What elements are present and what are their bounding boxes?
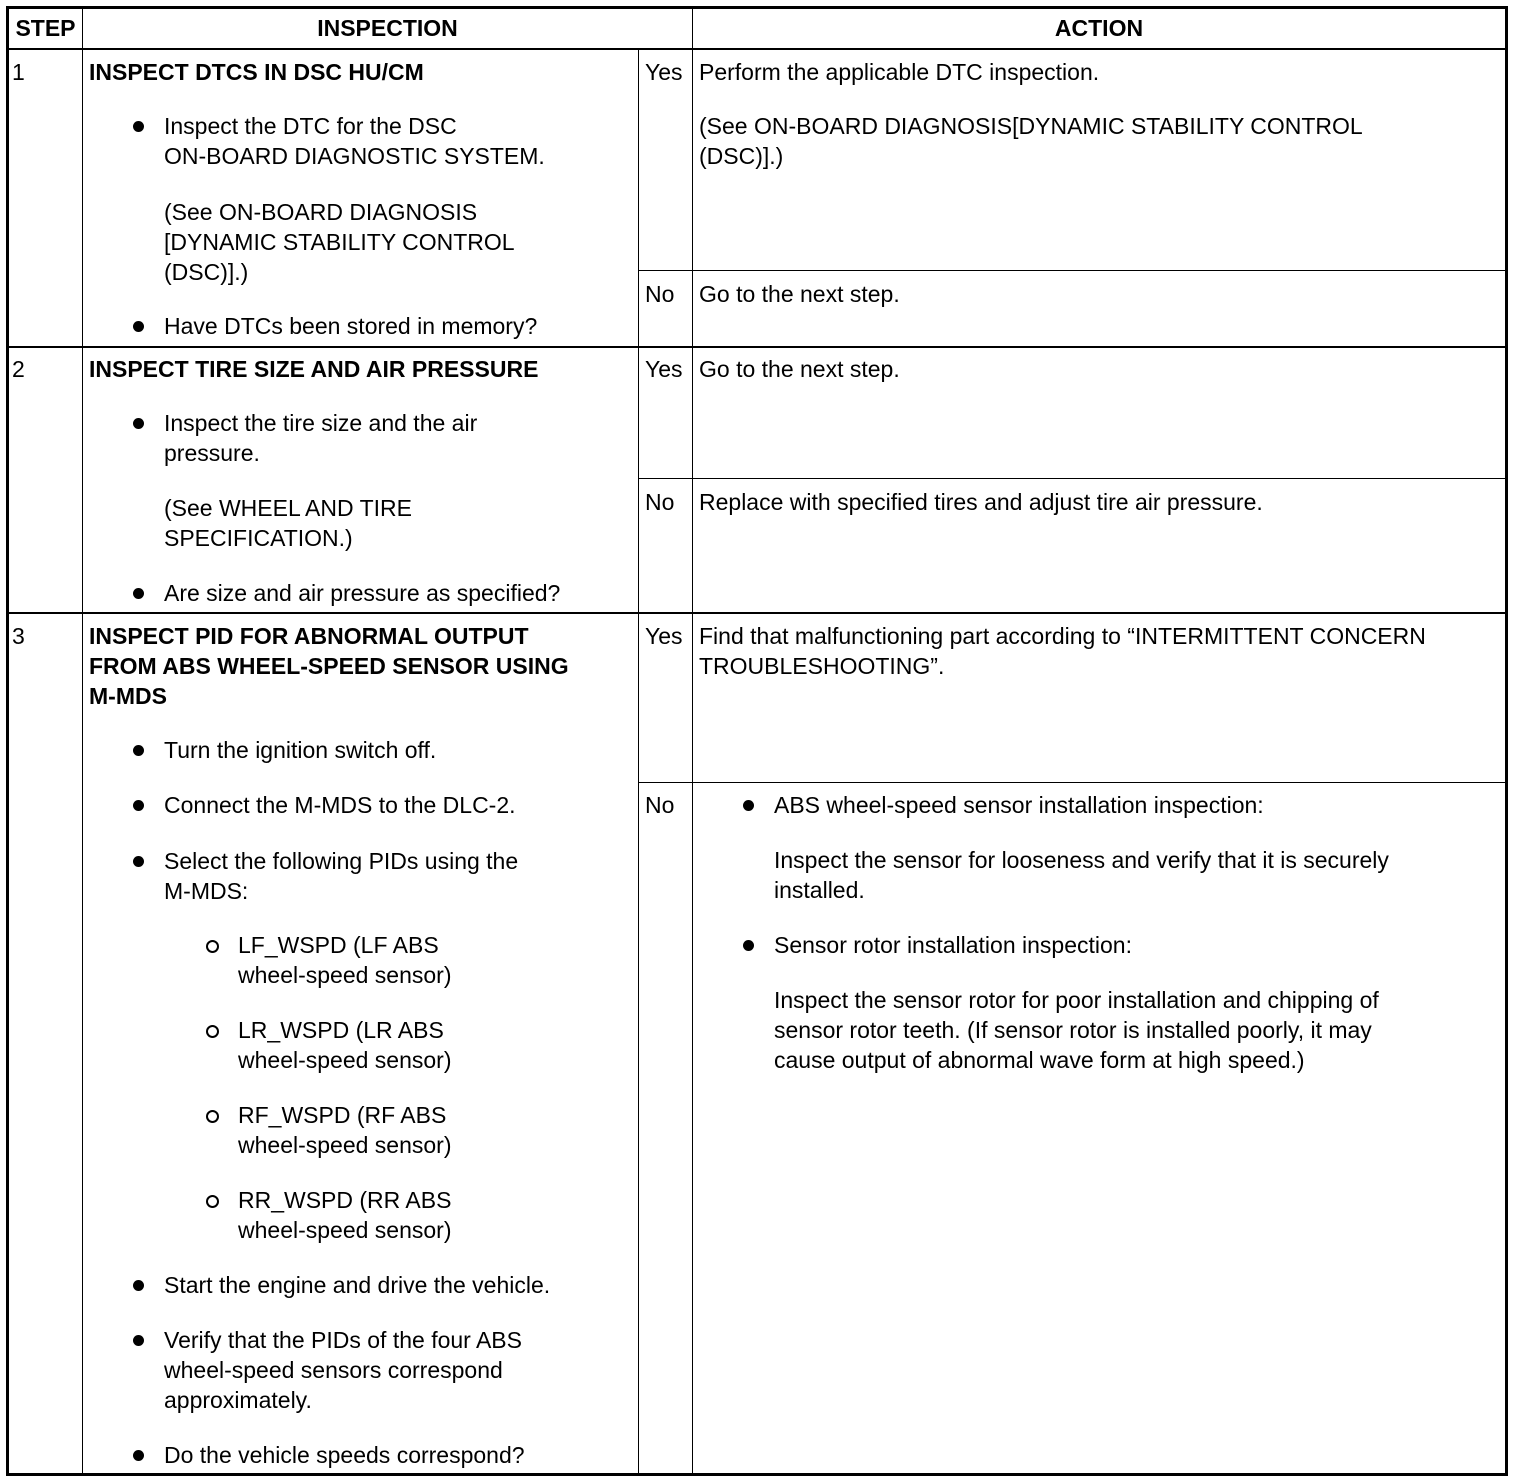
step3-title-line1: INSPECT PID FOR ABNORMAL OUTPUT [89,623,529,649]
step1-yes-no-divider [638,270,1508,271]
header-action: ACTION [1054,15,1144,41]
col-divider-action [692,6,693,1476]
sub-bullet-icon [206,940,219,953]
step3-title-line2: FROM ABS WHEEL-SPEED SENSOR USING [89,653,569,679]
header-row-divider [6,48,1508,50]
step1-bullet1-line2: ON-BOARD DIAGNOSTIC SYSTEM. [164,143,545,169]
step3-no-item2-detail-line2: sensor rotor teeth. (If sensor rotor is installed poorly, it may [774,1017,1372,1043]
step3-no-item1-heading: ABS wheel-speed sensor installation inspection: [774,792,1264,818]
sub-bullet-icon [206,1110,219,1123]
step2-yes-no-divider [638,478,1508,479]
sub-bullet-icon [206,1025,219,1038]
step3-bullet-ignition: Turn the ignition switch off. [164,737,437,763]
step2-title: INSPECT TIRE SIZE AND AIR PRESSURE [89,356,539,382]
bullet-icon [133,800,144,811]
bullet-icon [743,940,754,951]
bullet-icon [133,1335,144,1346]
step3-bullet-verify-line2: wheel-speed sensors correspond [164,1357,503,1383]
step3-yes-action-line1: Find that malfunctioning part according to “INTERMITTENT CONCERN [699,623,1426,649]
pid-rr-line1: RR_WSPD (RR ABS [238,1187,452,1213]
step2-no-action: Replace with specified tires and adjust tire air pressure. [699,489,1263,515]
header-inspection: INSPECTION [317,15,458,41]
step3-no-item2-detail-line3: cause output of abnormal wave form at high speed.) [774,1047,1305,1073]
step1-yes-action: Perform the applicable DTC inspection. [699,59,1100,85]
step3-no-item2-detail-line1: Inspect the sensor rotor for poor installation and chipping of [774,987,1379,1013]
step3-bullet-select-line2: M-MDS: [164,878,249,904]
step3-no-item2-heading: Sensor rotor installation inspection: [774,932,1132,958]
pid-rf-line1: RF_WSPD (RF ABS [238,1102,447,1128]
step1-ref-line3: (DSC)].) [164,259,249,285]
bullet-icon [133,321,144,332]
step2-number: 2 [12,356,25,382]
step1-question: Have DTCs been stored in memory? [164,313,538,339]
step1-ref-line2: [DYNAMIC STABILITY CONTROL [164,229,515,255]
step3-no-item1-detail-line1: Inspect the sensor for looseness and verify that it is securely [774,847,1389,873]
step3-yes-label: Yes [645,623,683,649]
step1-row-divider [6,346,1508,348]
bullet-icon [133,121,144,132]
step2-yes-label: Yes [645,356,683,382]
step2-no-label: No [645,489,675,515]
pid-rf-line2: wheel-speed sensor) [238,1132,452,1158]
pid-lf-line2: wheel-speed sensor) [238,962,452,988]
step2-bullet1-line2: pressure. [164,440,260,466]
table-border-bottom [6,1473,1508,1476]
pid-rr-line2: wheel-speed sensor) [238,1217,452,1243]
step1-yes-ref-line2: (DSC)].) [699,143,784,169]
step3-bullet-drive: Start the engine and drive the vehicle. [164,1272,551,1298]
step3-bullet-connect: Connect the M-MDS to the DLC-2. [164,792,516,818]
pid-lf-line1: LF_WSPD (LF ABS [238,932,439,958]
step3-title-line3: M-MDS [89,683,167,709]
header-step: STEP [15,15,76,41]
bullet-icon [133,418,144,429]
step3-question: Do the vehicle speeds correspond? [164,1442,525,1468]
step3-bullet-verify-line1: Verify that the PIDs of the four ABS [164,1327,522,1353]
step2-yes-action: Go to the next step. [699,356,900,382]
step1-no-action: Go to the next step. [699,281,900,307]
step1-no-label: No [645,281,675,307]
step1-number: 1 [12,59,25,85]
bullet-icon [743,800,754,811]
sub-bullet-icon [206,1195,219,1208]
bullet-icon [133,1450,144,1461]
step2-ref-line1: (See WHEEL AND TIRE [164,495,412,521]
step3-yes-action-line2: TROUBLESHOOTING”. [699,653,945,679]
step2-row-divider [6,612,1508,614]
step1-bullet1-line1: Inspect the DTC for the DSC [164,113,457,139]
step3-bullet-select-line1: Select the following PIDs using the [164,848,519,874]
col-divider-step [82,6,83,1476]
step1-ref-line1: (See ON-BOARD DIAGNOSIS [164,199,478,225]
step2-ref-line2: SPECIFICATION.) [164,525,353,551]
step3-no-label: No [645,792,675,818]
step3-bullet-verify-line3: approximately. [164,1387,312,1413]
step1-yes-ref-line1: (See ON-BOARD DIAGNOSIS[DYNAMIC STABILITY CONTROL [699,113,1363,139]
bullet-icon [133,588,144,599]
step2-bullet1-line1: Inspect the tire size and the air [164,410,478,436]
pid-lr-line2: wheel-speed sensor) [238,1047,452,1073]
step2-question: Are size and air pressure as specified? [164,580,561,606]
step1-title: INSPECT DTCS IN DSC HU/CM [89,59,424,85]
table-border-top [6,6,1508,9]
table-border-right [1505,6,1508,1476]
pid-lr-line1: LR_WSPD (LR ABS [238,1017,444,1043]
step3-no-item1-detail-line2: installed. [774,877,865,903]
bullet-icon [133,856,144,867]
bullet-icon [133,745,144,756]
step1-yes-label: Yes [645,59,683,85]
step3-yes-no-divider [638,782,1508,783]
step3-number: 3 [12,623,25,649]
bullet-icon [133,1280,144,1291]
col-divider-inspection [638,48,639,1476]
table-border-left [6,6,9,1476]
